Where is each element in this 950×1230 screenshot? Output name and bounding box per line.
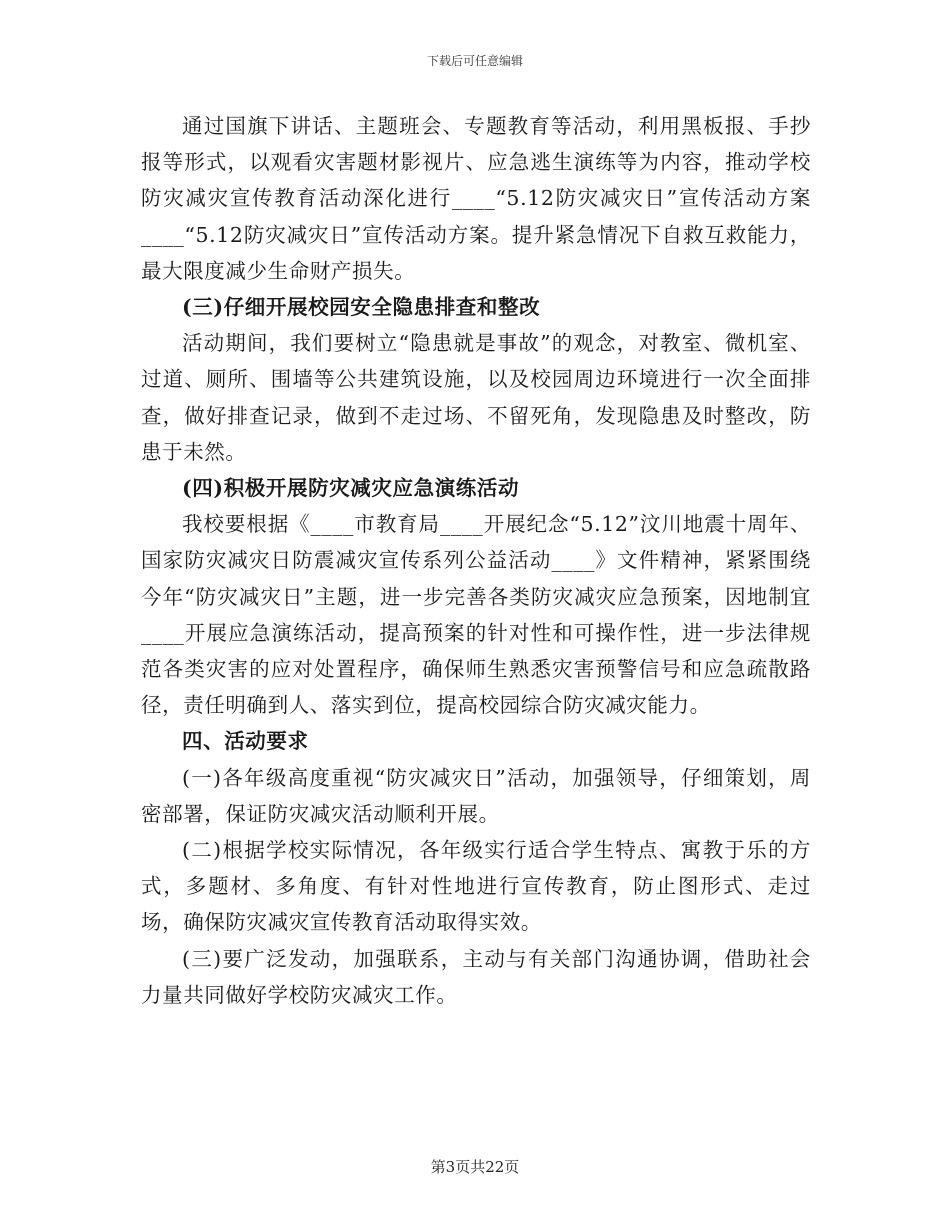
section-heading-emergency-drill: (四)积极开展防灾减灾应急演练活动 [182, 476, 520, 501]
section-heading-safety-inspection: (三)仔细开展校园安全隐患排查和整改 [182, 295, 541, 320]
document-body [141, 108, 811, 1013]
paragraph-emergency-drill: 我校要根据《____市教育局____开展纪念“5.12”汶川地震十周年、国家防灾减灾日防震减灾宣传系列公益活动____》文件精神，紧紧围绕今年“防灾减灾日”主题，进一步完善各类防灾减灾应急预案，因地制宜____开展应急演练活动，提高预案的针对性和可操作性，进一步法律规范各类灾害的应对处置程序，确保师生熟悉灾害预警信号和应急疏散路径，责任明确到人、落实到位，提高校园综合防灾减灾能力。 [141, 512, 811, 718]
section-heading-requirements: 四、活动要求 [182, 729, 309, 754]
page-number-footer: 第3页共22页 [430, 1158, 520, 1176]
paragraph-safety-inspection: 活动期间，我们要树立“隐患就是事故”的观念，对教室、微机室、过道、厕所、围墙等公共建筑设施，以及校园周边环境进行一次全面排查，做好排查记录，做到不走过场、不留死角，发现隐患及时整改，防患于未然。 [141, 331, 811, 464]
paragraph-requirement-1: (一)各年级高度重视“防灾减灾日”活动，加强领导，仔细策划，周密部署，保证防灾减灾活动顺利开展。 [141, 765, 811, 826]
page-header: 下载后可任意编辑 [426, 54, 523, 68]
paragraph-activities-publicity: 通过国旗下讲话、主题班会、专题教育等活动，利用黑板报、手抄报等形式，以观看灾害题材影视片、应急逃生演练等为内容，推动学校防灾减灾宣传教育活动深化进行____“5.12防灾减灾日”宣传活动方案____“5.12防灾减灾日”宣传活动方案。提升紧急情况下自救互救能力，最大限度减少生命财产损失。 [141, 114, 811, 283]
paragraph-requirement-3: (三)要广泛发动，加强联系，主动与有关部门沟通协调，借助社会力量共同做好学校防灾减灾工作。 [141, 946, 811, 1007]
paragraph-requirement-2: (二)根据学校实际情况，各年级实行适合学生特点、寓教于乐的方式，多题材、多角度、有针对性地进行宣传教育，防止图形式、走过场，确保防灾减灾宣传教育活动取得实效。 [141, 838, 811, 935]
